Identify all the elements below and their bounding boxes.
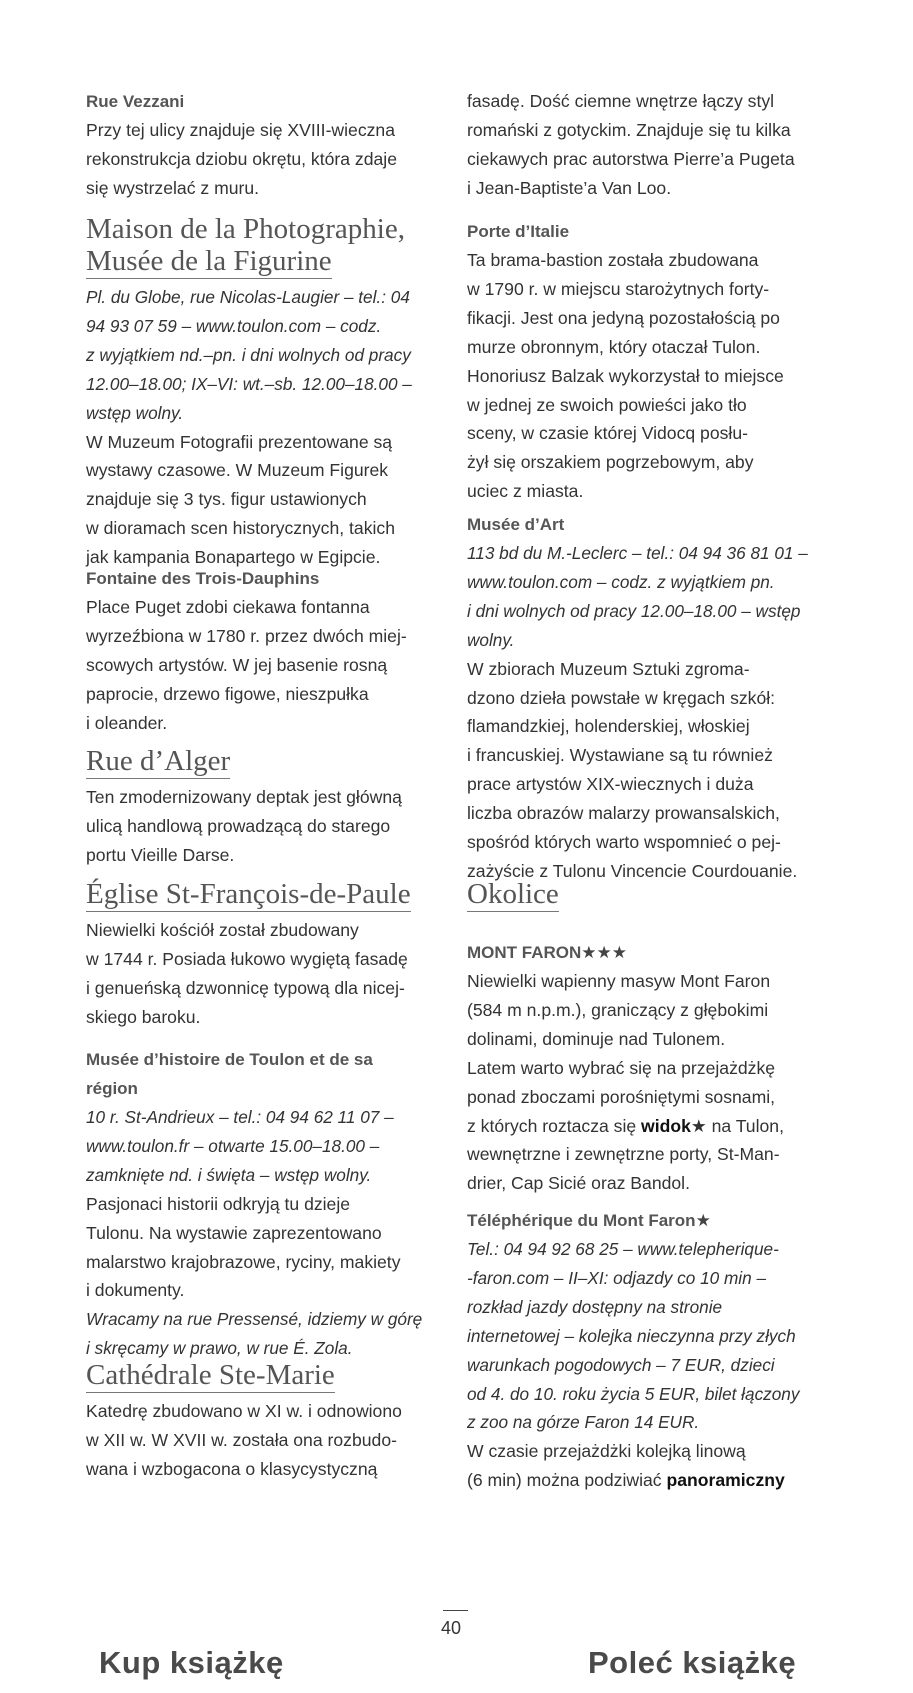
text-fragment: z których roztacza się [467, 1115, 642, 1136]
body-line: flamandzkiej, holenderskiej, włoskiej [467, 716, 750, 737]
section-heading: Rue Vezzani [86, 92, 185, 111]
bold-text: widok [641, 1115, 691, 1136]
body-line: i Jean-Baptiste’a Van Loo. [467, 177, 672, 198]
body-line: i francuskiej. Wystawiane są tu również [467, 745, 773, 766]
info-line: Pl. du Globe, rue Nicolas-Laugier – tel.: 04 [86, 287, 410, 307]
star-icon: ★ [690, 1115, 707, 1136]
info-line: internetowej – kolejka nieczynna przy złych [467, 1325, 796, 1346]
body-line: fasadę. Dość ciemne wnętrze łączy styl [467, 91, 775, 111]
title-line: Musée de la Figurine [86, 245, 332, 277]
body-line: Niewielki kościół został zbudowany [86, 920, 359, 940]
section-fontaine [86, 564, 444, 738]
info-line: z wyjątkiem nd.–pn. i dni wolnych od pracy [86, 344, 411, 365]
body-line: zażyście z Tulonu Vincencie Courdouanie. [467, 860, 798, 881]
info-line: 113 bd du M.-Leclerc – tel.: 04 94 36 81 01 – [467, 543, 808, 563]
section-title [86, 213, 444, 245]
section-heading [467, 938, 827, 967]
body-line: Katedrę zbudowano w XI w. i odnowiono [86, 1401, 402, 1421]
body-line: Niewielki wapienny masyw Mont Faron [467, 971, 771, 991]
title-text: Okolice [467, 878, 559, 910]
body-line: wewnętrzne i zewnętrzne porty, St-Man- [467, 1144, 780, 1165]
section-heading: région [86, 1079, 138, 1098]
info-line: 12.00–18.00; IX–VI: wt.–sb. 12.00–18.00 – [86, 373, 412, 394]
body-line: skiego baroku. [86, 1006, 201, 1027]
title-text: Cathédrale Ste-Marie [86, 1359, 335, 1391]
info-line: wstęp wolny. [86, 402, 184, 423]
body-line: spośród których warto wspomnieć o pej- [467, 832, 781, 853]
body-line: ciekawych prac autorstwa Pierre’a Pugeta [467, 148, 795, 169]
section-mont-faron [467, 938, 827, 1198]
section-porte-italie [467, 217, 827, 506]
body-line: wyrzeźbiona w 1780 r. przez dwóch miej- [86, 625, 407, 646]
body-line: ulicą handlową prowadzącą do starego [86, 815, 391, 836]
info-line: rozkład jazdy dostępny na stronie [467, 1296, 723, 1317]
section-eglise [86, 878, 444, 1032]
section-musee-histoire [86, 1045, 444, 1363]
body-line: Ten zmodernizowany deptak jest główną [86, 787, 402, 807]
body-line: romański z gotyckim. Znajduje się tu kilka [467, 119, 791, 140]
section-okolice [467, 878, 827, 910]
info-line: 94 93 07 59 – www.toulon.com – codz. [86, 315, 382, 336]
section-heading: Musée d’histoire de Toulon et de sa [86, 1050, 373, 1069]
section-title [86, 878, 444, 910]
title-line: Maison de la Photographie, [86, 213, 405, 245]
body-line: (584 m n.p.m.), graniczący z głębokimi [467, 999, 769, 1020]
info-line: Tel.: 04 94 92 68 25 – www.telepherique- [467, 1239, 779, 1259]
title-text: Église St-François-de-Paule [86, 878, 411, 910]
info-line: www.toulon.fr – otwarte 15.00–18.00 – [86, 1135, 380, 1156]
body-line: ponad zboczami porośniętymi sosnami, [467, 1086, 776, 1107]
section-musee-art [467, 510, 827, 886]
note-line: Wracamy na rue Pressensé, idziemy w górę [86, 1309, 423, 1330]
body-line: znajduje się 3 tys. figur ustawionych [86, 489, 367, 510]
heading-text: Téléphérique du Mont Faron [467, 1211, 696, 1230]
info-line: warunkach pogodowych – 7 EUR, dzieci [467, 1354, 775, 1375]
section-maison [86, 213, 444, 572]
body-line: Latem warto wybrać się na przejażdżkę [467, 1057, 776, 1078]
section-telepherique [467, 1206, 827, 1495]
section-rue-vezzani [86, 87, 444, 203]
info-line: zamknięte nd. i święta – wstęp wolny. [86, 1164, 372, 1185]
section-heading: Musée d’Art [467, 515, 565, 534]
body-line: sceny, w czasie której Vidocq posłu- [467, 423, 748, 444]
body-line: w 1790 r. w miejscu starożytnych forty- [467, 278, 770, 299]
body-line: Tulonu. Na wystawie zaprezentowano [86, 1222, 382, 1243]
bold-text: panoramiczny [666, 1470, 785, 1491]
body-line: i oleander. [86, 712, 168, 733]
section-title [86, 1359, 444, 1391]
body-line: Ta brama-bastion została zbudowana [467, 250, 759, 270]
star-icon: ★ [695, 1211, 711, 1230]
body-line: W czasie przejażdżki kolejką linową [467, 1441, 746, 1462]
section-title [467, 878, 827, 910]
body-line: żył się orszakiem pogrzebowym, aby [467, 452, 754, 473]
body-line: Honoriusz Balzak wykorzystał to miejsce [467, 365, 784, 386]
body-line: w 1744 r. Posiada łukowo wygiętą fasadę [86, 948, 408, 969]
body-line: w jednej ze swoich powieści jako tło [467, 394, 747, 415]
section-title [86, 245, 444, 277]
body-line: i genueńską dzwonnicę typową dla nicej- [86, 977, 405, 998]
section-cathedrale [86, 1359, 444, 1484]
body-line: wana i wzbogacona o klasycystyczną [86, 1458, 378, 1479]
page-number-rule [443, 1610, 468, 1611]
body-line: prace artystów XIX-wiecznych i duża [467, 774, 754, 795]
star-rating-icon: ★★★ [581, 943, 628, 962]
body-line: liczba obrazów malarzy prowansalskich, [467, 803, 780, 824]
body-line: Przy tej ulicy znajduje się XVIII-wieczna [86, 120, 395, 140]
section-heading: Fontaine des Trois-Dauphins [86, 569, 320, 588]
body-line: rekonstrukcja dziobu okrętu, która zdaje [86, 148, 397, 169]
body-line: uciec z miasta. [467, 481, 584, 502]
body-line: murze obronnym, który otaczał Tulon. [467, 336, 761, 357]
info-line: 10 r. St-Andrieux – tel.: 04 94 62 11 07 – [86, 1107, 394, 1127]
section-continued [467, 87, 827, 203]
body-line [467, 1466, 827, 1495]
body-line [467, 1112, 827, 1141]
heading-text: MONT FARON [467, 943, 582, 962]
info-line: od 4. do 10. roku życia 5 EUR, bilet łączony [467, 1383, 800, 1404]
text-fragment: (6 min) można podziwiać [467, 1470, 667, 1491]
title-text: Rue d’Alger [86, 745, 231, 777]
body-line: dzono dzieła powstałe w kręgach szkół: [467, 687, 776, 708]
body-line: się wystrzelać z muru. [86, 177, 260, 198]
info-line: wolny. [467, 629, 515, 650]
body-line: wystawy czasowe. W Muzeum Figurek [86, 460, 389, 481]
body-line: portu Vieille Darse. [86, 844, 235, 865]
section-title [86, 745, 444, 777]
body-line: Place Puget zdobi ciekawa fontanna [86, 597, 370, 617]
body-line: scowych artystów. W jej basenie rosną [86, 654, 388, 675]
body-line: malarstwo krajobrazowe, ryciny, makiety [86, 1251, 401, 1272]
body-line: W Muzeum Fotografii prezentowane są [86, 431, 393, 452]
info-line: z zoo na górze Faron 14 EUR. [467, 1412, 700, 1433]
body-line: dolinami, dominuje nad Tulonem. [467, 1028, 726, 1049]
info-line: -faron.com – II–XI: odjazdy co 10 min – [467, 1267, 767, 1288]
page-number: 40 [441, 1618, 462, 1638]
body-line: fikacji. Jest ona jedyną pozostałością po [467, 307, 780, 328]
info-line: i dni wolnych od pracy 12.00–18.00 – wstęp [467, 600, 801, 621]
body-line: W zbiorach Muzeum Sztuki zgroma- [467, 658, 750, 679]
section-heading: Porte d’Italie [467, 222, 570, 241]
text-fragment: na Tulon, [706, 1115, 784, 1136]
body-line: i dokumenty. [86, 1280, 185, 1301]
note-line: i skręcamy w prawo, w rue É. Zola. [86, 1338, 353, 1359]
body-line: paprocie, drzewo figowe, nieszpułka [86, 683, 369, 704]
info-line: www.toulon.com – codz. z wyjątkiem pn. [467, 571, 775, 592]
body-line: w dioramach scen historycznych, takich [86, 518, 395, 539]
section-heading [467, 1206, 827, 1235]
body-line: drier, Cap Sicié oraz Bandol. [467, 1173, 690, 1194]
recommend-book-link[interactable]: Poleć książkę [588, 1645, 797, 1680]
body-line: jak kampania Bonapartego w Egipcie. [86, 547, 381, 568]
section-rue-alger [86, 745, 444, 870]
body-line: w XII w. W XVII w. została ona rozbudo- [86, 1429, 397, 1450]
body-line: Pasjonaci historii odkryją tu dzieje [86, 1193, 351, 1214]
buy-book-link[interactable]: Kup książkę [99, 1645, 284, 1680]
